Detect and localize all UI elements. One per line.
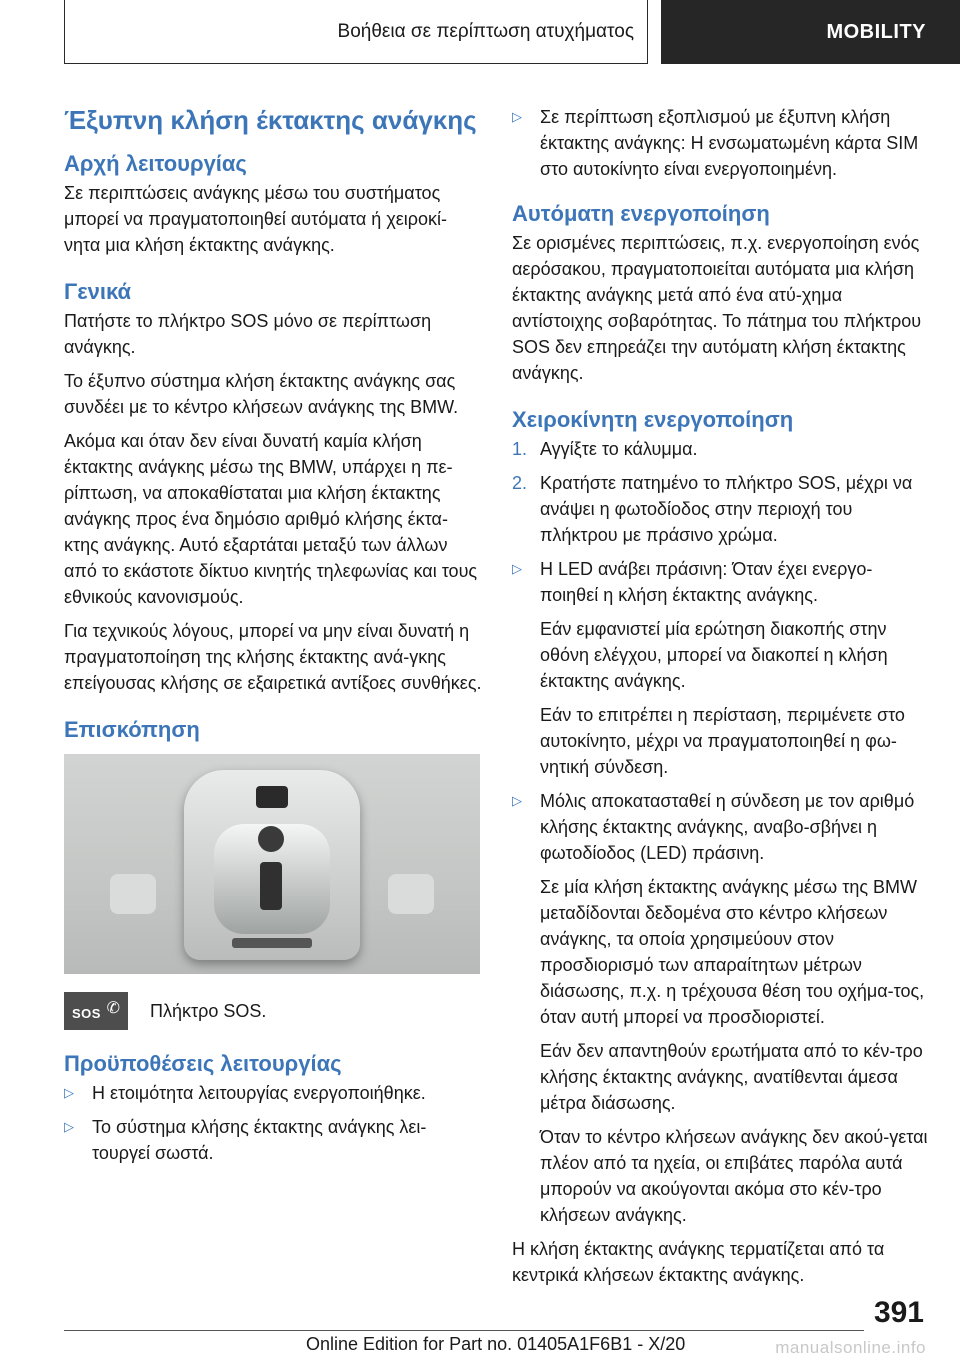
reading-lamp-left [110,874,156,914]
paragraph: Το έξυπνο σύστημα κλήση έκτακτης ανάγκης σας συνδέει με το κέντρο κλήσεων ανάγκης της BMW. [64,371,459,417]
left-column [64,104,482,1174]
heading-principle: Αρχή λειτουργίας [64,151,247,176]
console-bottom-bar [232,938,312,948]
sub-paragraph: Εάν το επιτρέπει η περίσταση, περιμένετε στο αυτοκίνητο, μέχρι να πραγματοποιηθεί η φω-νητική σύνδεση. [540,705,905,777]
section-automatic [512,200,928,386]
reading-lamp-right [388,874,434,914]
list-item-text: Σε περίπτωση εξοπλισμού με έξυπνη κλήση έκτακτης ανάγκης: Η ενσωματωμένη κάρτα SIM στο αυτοκίνητο είναι ενεργοποιημένη. [540,107,919,179]
step-number: 1. [512,439,528,459]
section-general [64,278,482,696]
step-item [512,436,928,462]
console-round-button [258,826,284,852]
heading-overview: Επισκόπηση [64,717,200,742]
list-item-text: Η ετοιμότητα λειτουργίας ενεργοποιήθηκε. [92,1083,426,1103]
overhead-console-image [64,754,480,974]
sub-paragraph: Όταν το κέντρο κλήσεων ανάγκης δεν ακού-γεται πλέον από τα ηχεία, οι επιβάτες παρόλα αυτά μπορούν να ακούγονται ακόμα στο κέν-τρο κλήσεων ανάγκης. [540,1127,928,1225]
section-manual [512,406,928,1288]
header-tab-mobility[interactable]: MOBILITY [661,0,960,64]
list-item [512,556,928,608]
footer-divider [64,1330,864,1331]
list-item [64,1114,482,1166]
heading-general: Γενικά [64,279,132,304]
triangle-bullet-icon: ▷ [512,109,522,124]
step-text: Κρατήστε πατημένο το πλήκτρο SOS, μέχρι να ανάψει η φωτοδίοδος στην περιοχή του πλήκτρου με πράσινο χρώμα. [540,473,913,545]
page-title: Έξυπνη κλήση έκτακτης ανάγκης [64,105,477,135]
step-item [512,470,928,548]
section-overview [64,716,482,1030]
figure-caption [64,992,482,1030]
section-requirements [64,1050,482,1166]
paragraph: Ακόμα και όταν δεν είναι δυνατή καμία κλήση έκτακτης ανάγκης μέσω της BMW, υπάρχει η πε-ρίπτωση, να αποκαθίσταται μια κλήση έκτακτης ανάγκης προς ένα δημόσιο αριθμό κλήσης έκτα-κτης ανάγκης. Αυτό εξαρτάται μεταξύ των άλλων από το εκάστοτε δίκτυο κινητής τηλεφωνίας και τους εθνικούς κανονισμούς. [64,431,478,607]
paragraph: Σε περιπτώσεις ανάγκης μέσω του συστήματος μπορεί να πραγματοποιηθεί αυτόματα ή χειροκί-νητα μια κλήση έκτακτης ανάγκης. [64,183,448,255]
right-column [512,104,928,1296]
triangle-bullet-icon: ▷ [512,793,522,808]
phone-icon: ✆ [106,1000,120,1017]
page-number: 391 [873,1296,924,1329]
console-sos-button [260,862,282,910]
footer-edition: Online Edition for Part no. 01405A1F6B1 - X/20 [306,1334,686,1354]
step-number: 2. [512,473,528,493]
header-section-title: Βοήθεια σε περίπτωση ατυχήματος [337,21,634,42]
list-item-text: Η LED ανάβει πράσινη: Όταν έχει ενεργο-ποιηθεί η κλήση έκτακτης ανάγκης. [540,559,873,605]
list-item [512,788,928,866]
list-item-text: Το σύστημα κλήσης έκτακτης ανάγκης λει-τουργεί σωστά. [92,1117,427,1163]
caption-text: Πλήκτρο SOS. [150,1001,267,1021]
triangle-bullet-icon: ▷ [512,561,522,576]
paragraph: Πατήστε το πλήκτρο SOS μόνο σε περίπτωση ανάγκης. [64,311,432,357]
triangle-bullet-icon: ▷ [64,1085,74,1100]
sos-button-icon [64,992,128,1030]
heading-automatic: Αυτόματη ενεργοποίηση [512,201,770,226]
list-item [64,1080,482,1106]
sos-icon-label: SOS [72,1006,101,1021]
sub-paragraph: Εάν δεν απαντηθούν ερωτήματα από το κέν-τρο κλήσης έκτακτης ανάγκης, ανατίθενται άμεσα μέτρα διάσωσης. [540,1041,923,1113]
paragraph: Για τεχνικούς λόγους, μπορεί να μην είναι δυνατή η πραγματοποίηση της κλήσης έκτακτης ανά-γκης επείγουσας κλήσης σε εξαιρετικά αντίξοες συνθήκες. [64,621,482,693]
list-item [512,104,928,182]
list-item-text: Μόλις αποκατασταθεί η σύνδεση με τον αριθμό κλήσης έκτακτης ανάγκης, αναβο-σβήνει η φωτοδίοδος (LED) πράσινη. [540,791,915,863]
paragraph: Σε ορισμένες περιπτώσεις, π.χ. ενεργοποίηση ενός αερόσακου, πραγματοποιείται αυτόματα μια κλήση έκτακτης ανάγκης μετά από ένα ατύ-χημα αντίστοιχης σοβαρότητας. Το πάτημα του πλήκτρου SOS δεν επηρεάζει την αυτόματη κλήση έκτακτης ανάγκης. [512,233,922,383]
triangle-bullet-icon: ▷ [64,1119,74,1134]
footer-watermark: manualsonline.info [775,1338,926,1357]
sub-paragraph: Σε μία κλήση έκτακτης ανάγκης μέσω της BMW μεταδίδονται δεδομένα στο κέντρο κλήσεων ανάγκης, τα οποία χρησιμεύουν στον προσδιορισμό των απαραίτητων μέτρων διάσωσης, π.χ. η τρέχουσα θέση του οχήμα-τος, όταν αυτή μπορεί να προσδιοριστεί. [540,877,925,1027]
console-top-button [256,786,288,808]
sub-paragraph: Εάν εμφανιστεί μία ερώτηση διακοπής στην οθόνη ελέγχου, μπορεί να διακοπεί η κλήση έκτακτης ανάγκης. [540,619,888,691]
heading-requirements: Προϋποθέσεις λειτουργίας [64,1051,342,1076]
step-text: Αγγίξτε το κάλυμμα. [540,439,698,459]
paragraph: Η κλήση έκτακτης ανάγκης τερματίζεται από τα κεντρικά κλήσεων έκτακτης ανάγκης. [512,1239,885,1285]
heading-manual: Χειροκίνητη ενεργοποίηση [512,407,794,432]
section-principle [64,150,482,258]
